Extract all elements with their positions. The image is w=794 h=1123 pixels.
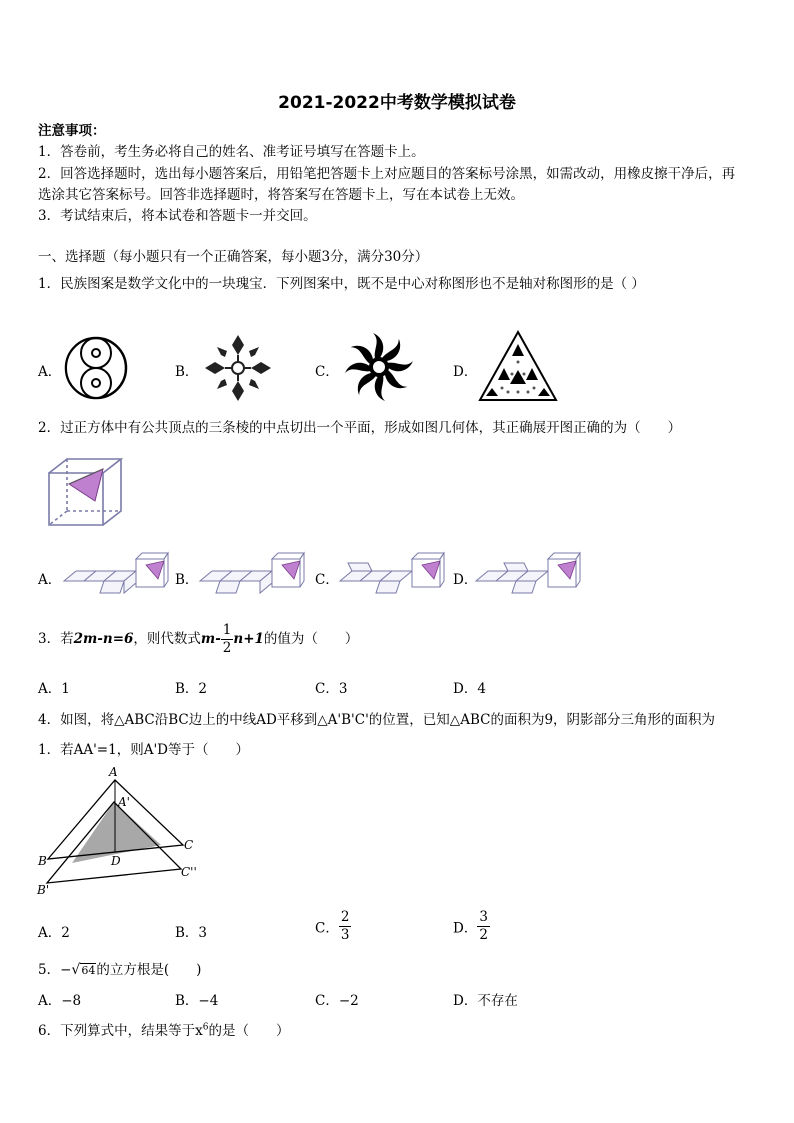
q3-option-c: C．3 [315, 681, 348, 697]
label-c-double-prime: C'' [181, 865, 197, 879]
question-3-text: 3．若2m-n=6，则代数式m- $\frac{1}{2}$ n+1的值为（ ） [38, 622, 359, 656]
q3-option-b: B．2 [175, 681, 208, 697]
q3-expr-b: n+1 [233, 631, 264, 647]
question-1-text: 1．民族图案是数学文化中的一块瑰宝．下列图案中，既不是中心对称图形也不是轴对称图形的是（ ） [38, 276, 645, 292]
q3-fraction: $\frac{1}{2}$ [222, 622, 232, 656]
q6-base: x [195, 1023, 203, 1039]
page-title: 2021-2022中考数学模拟试卷 [278, 93, 516, 113]
question-4-line2: 1．若AA'=1，则A'D等于（ ） [38, 742, 249, 758]
q1-option-d-label: D． [453, 364, 478, 380]
q5-option-a: A．−8 [38, 993, 82, 1009]
q5-radicand: 64 [81, 964, 96, 977]
notice-item: 1．答卷前，考生务必将自己的姓名、准考证号填写在答题卡上。 [38, 144, 425, 160]
question-6-text: 6．下列算式中，结果等于$x^6$的是（ ） [38, 1022, 290, 1039]
q2-option-d-label: D． [453, 572, 478, 588]
triangle-pattern [478, 330, 558, 402]
net-option-a [62, 549, 170, 597]
q4-option-c: C． $\frac{2}{3}$ [315, 909, 350, 943]
net-option-b [198, 549, 306, 597]
q1-option-a-label: A． [38, 364, 62, 380]
ornament-pattern [203, 333, 273, 403]
q5-option-c: C．−2 [315, 993, 359, 1009]
q5-option-b: B．−4 [175, 993, 219, 1009]
notice-item: 选涂其它答案标号。回答非选择题时，将答案写在答题卡上，写在本试卷上无效。 [38, 187, 524, 203]
question-2-text: 2．过正方体中有公共顶点的三条棱的中点切出一个平面，形成如图几何体，其正确展开图正确的为（ ） [38, 420, 682, 436]
q4-option-c-fraction: $\frac{2}{3}$ [340, 909, 350, 943]
q1-option-b-label: B． [175, 364, 199, 380]
net-option-c [338, 549, 446, 597]
q2-option-a-label: A． [38, 572, 62, 588]
q4-option-d: D． $\frac{3}{2}$ [453, 909, 488, 943]
notice-item: 2．回答选择题时，选出每小题答案后，用铅笔把答题卡上对应题目的答案标号涂黑，如需改动，用橡皮擦干净后，再 [38, 166, 736, 182]
q4-option-d-fraction: $\frac{3}{2}$ [479, 909, 488, 943]
label-b-prime: B' [37, 883, 50, 897]
label-d: D [111, 854, 121, 868]
q3-option-a: A．1 [38, 681, 70, 697]
q4-option-b: B．3 [175, 925, 208, 941]
notice-item: 3．考试结束后，将本试卷和答题卡一并交回。 [38, 208, 317, 224]
label-c: C [184, 838, 194, 852]
cut-cube-figure [45, 455, 125, 530]
q3-condition: 2m-n=6 [73, 631, 134, 647]
q1-option-c-label: C． [315, 364, 339, 380]
section-heading: 一、选择题（每小题只有一个正确答案，每小题3分，满分30分） [38, 249, 429, 265]
yin-yang-pattern [63, 335, 129, 401]
q2-option-c-label: C． [315, 572, 339, 588]
q3-expr-a: m- [200, 631, 221, 647]
pinwheel-pattern [343, 331, 415, 403]
q6-exponent: 6 [202, 1022, 209, 1033]
q5-option-d: D．不存在 [453, 993, 518, 1009]
label-a: A [109, 765, 118, 779]
q2-option-b-label: B． [175, 572, 199, 588]
q4-option-a: A．2 [38, 925, 70, 941]
net-option-d [474, 549, 582, 597]
label-a-prime: A' [118, 795, 130, 809]
notice-heading: 注意事项： [38, 123, 106, 139]
question-5-text: 5．−√64的立方根是( ) [38, 962, 202, 978]
question-4-line1: 4．如图，将△ABC沿BC边上的中线AD平移到△A'B'C'的位置，已知△ABC的面积为9，阴影部分三角形的面积为 [38, 712, 716, 728]
sqrt-icon: √ [71, 962, 81, 978]
label-b: B [38, 854, 47, 868]
q3-option-d: D．4 [453, 681, 486, 697]
translated-triangle-figure [35, 766, 210, 896]
